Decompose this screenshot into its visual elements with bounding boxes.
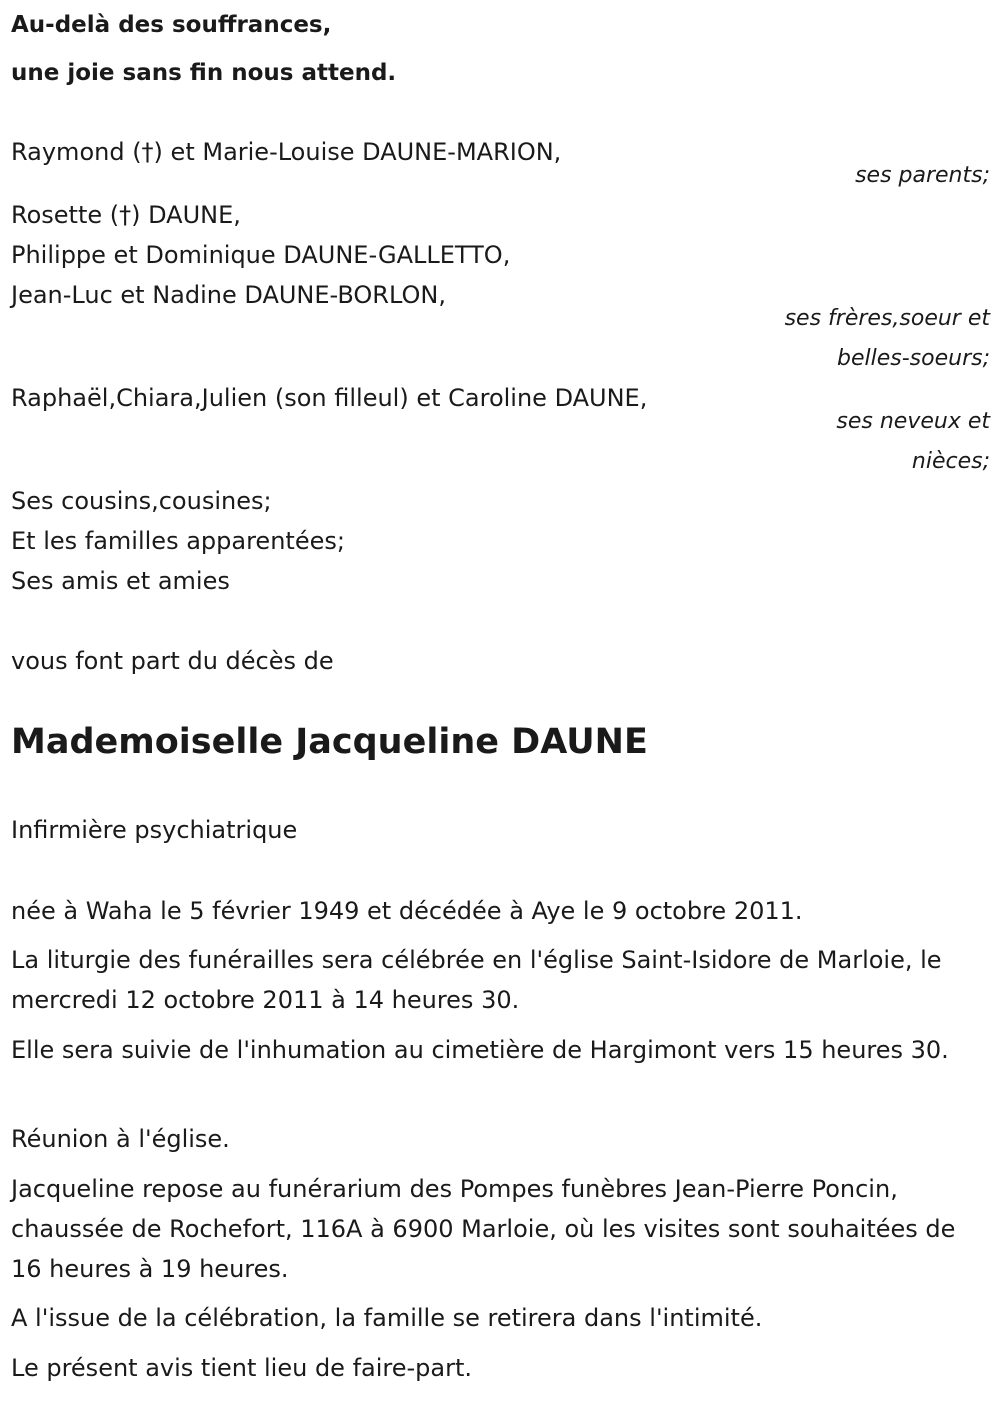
profession: Infirmière psychiatrique — [11, 816, 298, 844]
sibling-1: Rosette (†) DAUNE, — [11, 201, 241, 229]
siblings-relation-line-1: ses frères,soeur et — [784, 306, 990, 331]
parents-names: Raymond (†) et Marie-Louise DAUNE-MARION, — [11, 138, 562, 166]
parents-relation: ses parents; — [855, 163, 990, 188]
others-line-1: Ses cousins,cousines; — [11, 487, 272, 515]
nephews-relation-line-2: nièces; — [911, 449, 990, 474]
siblings-relation-line-2: belles-soeurs; — [837, 346, 990, 371]
deceased-name: Mademoiselle Jacqueline DAUNE — [11, 722, 648, 762]
others-line-2: Et les familles apparentées; — [11, 527, 345, 555]
paragraph-burial: Elle sera suivie de l'inhumation au cimetière de Hargimont vers 15 heures 30. — [11, 1036, 949, 1064]
nephews-relation-line-1: ses neveux et — [836, 409, 990, 434]
paragraph-meeting: Réunion à l'église. — [11, 1125, 230, 1153]
nephews-names: Raphaël,Chiara,Julien (son filleul) et Caroline DAUNE, — [11, 384, 648, 412]
motto-line-2: une joie sans fin nous attend. — [11, 60, 397, 86]
announce-text: vous font part du décès de — [11, 647, 334, 675]
sibling-3: Jean-Luc et Nadine DAUNE-BORLON, — [11, 281, 446, 309]
paragraph-funerarium: Jacqueline repose au funérarium des Pompes funèbres Jean-Pierre Poncin, chaussée de Rochefort, 116A à 6900 Marloie, où les visites sont souhaitées de 16 heures à 19 heures. — [11, 1175, 956, 1283]
others-line-3: Ses amis et amies — [11, 567, 230, 595]
paragraph-birth-death: née à Waha le 5 février 1949 et décédée à Aye le 9 octobre 2011. — [11, 897, 803, 925]
paragraph-liturgy: La liturgie des funérailles sera célébrée en l'église Saint-Isidore de Marloie, le mercredi 12 octobre 2011 à 14 heures 30. — [11, 946, 942, 1014]
motto-line-1: Au-delà des souffrances, — [11, 12, 332, 38]
paragraph-notice: Le présent avis tient lieu de faire-part. — [11, 1354, 473, 1382]
paragraph-intimacy: A l'issue de la célébration, la famille se retirera dans l'intimité. — [11, 1304, 763, 1332]
sibling-2: Philippe et Dominique DAUNE-GALLETTO, — [11, 241, 511, 269]
